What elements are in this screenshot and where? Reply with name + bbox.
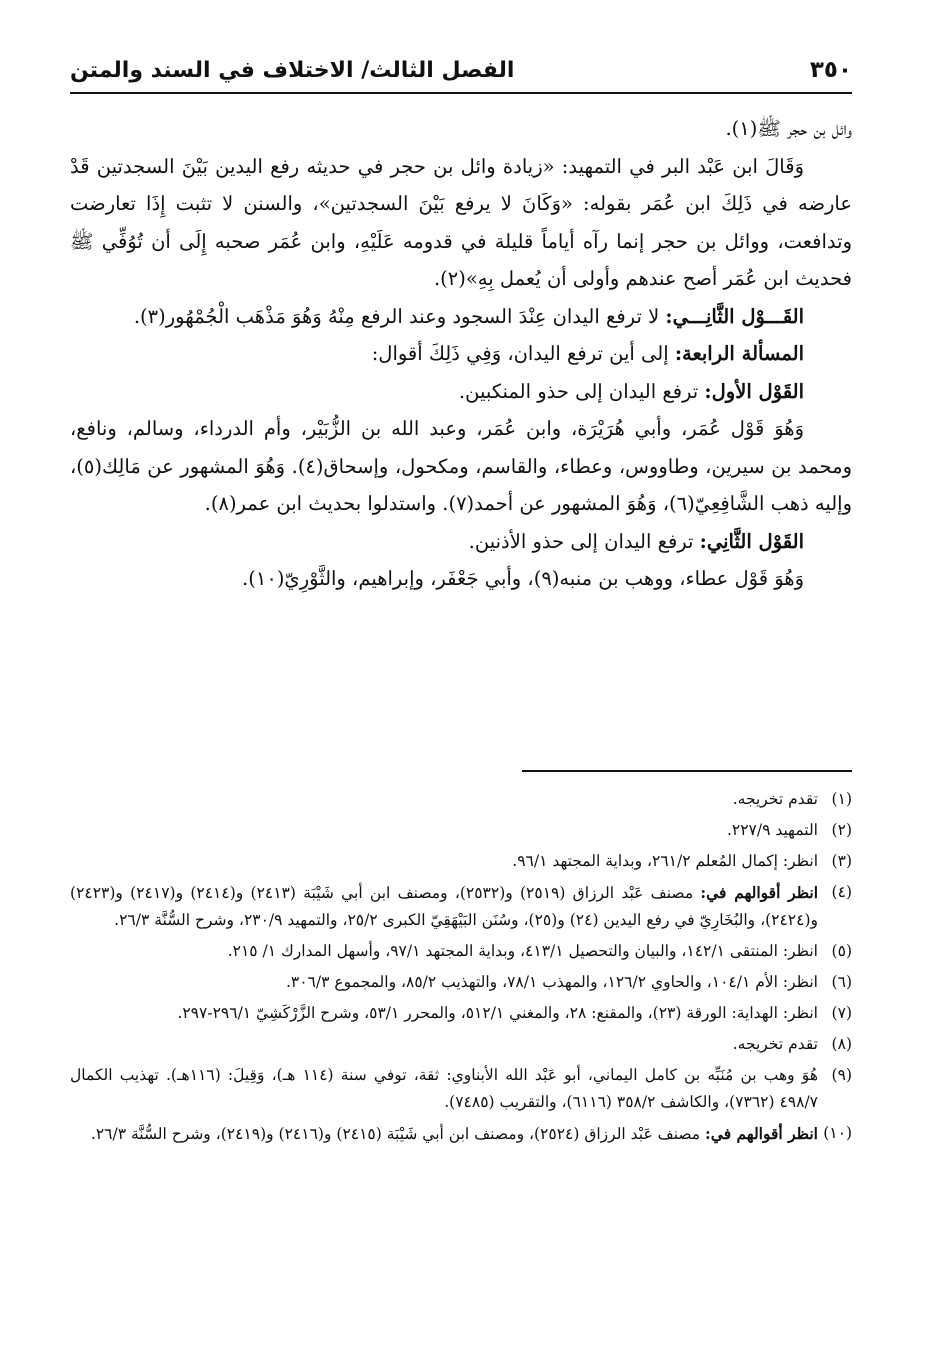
- first-view-label: القَوْل الأول:: [704, 379, 804, 403]
- footnote-label: انظر أقوالهم في:: [700, 883, 819, 902]
- main-text: [70, 110, 852, 598]
- footnote: [70, 879, 852, 934]
- paragraph-ibn-abdulbarr: وَقَالَ ابن عَبْد البر في التمهيد: «زيادة وائل بن حجر في حديثه رفع اليدين بَيْنَ السجدتين قَدْ عارضه في ذَلِكَ ابن عُمَر بقوله: «وَكَانَ لا يرفع بَيْنَ السجدتين»، والسنن لا تثبت إِذَا تعارضت وتدافعت، ووائل بن حجر إنما رآه أياماً قليلة في قدومه عَلَيْهِ، وابن عُمَر صحبه إِلَى أن تُوُفِّي ﷺ فحديث ابن عُمَر أصح عندهم وأولى أن يُعمل بِهِ»(٢).: [70, 154, 852, 290]
- paragraph-first-view: [70, 373, 852, 411]
- page-number: ٣٥٠: [809, 57, 852, 83]
- footnote: [70, 848, 852, 875]
- footnote-number: (٢): [831, 821, 852, 839]
- paragraph-second-opinion: [70, 298, 852, 336]
- second-view-text: ترفع اليدان إلى حذو الأذنين.: [468, 529, 700, 553]
- chapter-title: الفصل الثالث/ الاختلاف في السند والمتن: [70, 57, 515, 83]
- footnote-body: مصنف عَبْد الرزاق (٢٥١٩) و(٢٥٣٢)، ومصنف ابن أبي شَيْبَة (٢٤١٣) و(٢٤١٤) و(٢٤١٧) و(٢٤٢٣) و(٢٤٢٤)، والبُخَارِيّ في رفع اليدين (٢٤) و(٢٥)، وسُنَن البَيْهَقِيّ الكبرى ٢٥/٢، والتمهيد ٢٣٠/٩، وشرح السُّنَّة ٢٦/٣.: [70, 884, 818, 929]
- fourth-issue-text: إلى أين ترفع اليدان، وَفِي ذَلِكَ أقوال:: [371, 342, 675, 365]
- book-page: [70, 48, 852, 1338]
- footnote-body: انظر: الأم ١٠٤/١، والحاوي ١٢٦/٢، والمهذب ٧٨/١، والتهذيب ٨٥/٢، والمجموع ٣٠٦/٣.: [285, 973, 818, 991]
- text-line-continuation: وائل بن حجر ﷺ(١).: [725, 117, 852, 140]
- footnote-text: [70, 938, 818, 965]
- footnote-number: (٦): [831, 973, 852, 991]
- footnote: [70, 969, 852, 996]
- paragraph-fourth-issue: [70, 335, 852, 373]
- footnote: [70, 1000, 852, 1027]
- footnote-body: هُوَ وهب بن مُنَبِّه بن كامل اليماني، أبو عَبْد الله الأبناوي: ثقة، توفي سنة (١١٤ هـ)، وَقِيلَ: (١١٦هـ). تهذيب الكمال ٤٩٨/٧ (٧٣٦٢)، والكاشف ٣٥٨/٢ (٦١١٦)، والتقريب (٧٤٨٥).: [70, 1066, 818, 1111]
- footnote-text: [70, 1062, 818, 1116]
- footnote-divider: [522, 770, 852, 772]
- footnote-text: [70, 1000, 818, 1027]
- footnote: [70, 938, 852, 965]
- footnote-body: التمهيد ٢٢٧/٩.: [726, 821, 818, 839]
- footnote-number: (١٠): [823, 1124, 852, 1142]
- footnote-body: انظر: المنتقى ١٤٢/١، والبيان والتحصيل ٤١٣/١، وبداية المجتهد ٩٧/١، وأسهل المدارك ١/ ٢١٥.: [227, 942, 818, 960]
- footnote-body: مصنف عَبْد الرزاق (٢٥٢٤)، ومصنف ابن أبي شَيْبَة (٢٤١٥) و(٢٤١٦) و(٢٤١٩)، وشرح السُّنَّة ٢٦/٣.: [90, 1125, 706, 1143]
- second-opinion-label: القَـــوْل الثَّانِـــي:: [665, 304, 804, 328]
- footnote-label: انظر أقوالهم في:: [705, 1124, 818, 1143]
- paragraph-second-view: [70, 523, 852, 561]
- footnote-text: [70, 969, 818, 996]
- footnote-text: [70, 848, 818, 875]
- footnote-body: انظر: إكمال المُعلم ٢٦١/٢، وبداية المجتهد ٩٦/١.: [512, 852, 818, 870]
- page-header: [70, 48, 852, 94]
- footnote-text: [70, 1031, 818, 1058]
- footnote: [70, 786, 852, 813]
- first-view-text: ترفع اليدان إلى حذو المنكبين.: [458, 379, 705, 403]
- footnote-number: (٨): [831, 1035, 852, 1053]
- footnote-number: (٤): [831, 883, 852, 901]
- footnote-body: تقدم تخريجه.: [732, 790, 818, 808]
- footnote-text: [70, 786, 818, 813]
- footnote-number: (١): [831, 790, 852, 808]
- footnote-number: (٩): [831, 1066, 852, 1084]
- footnote-number: (٧): [831, 1004, 852, 1022]
- footnote-text: [70, 879, 818, 934]
- footnote-body: انظر: الهداية: الورقة (٢٣)، والمقنع: ٢٨، والمغني ٥١٢/١، والمحرر ٥٣/١، وشرح الزَّرْكَشِيّ ٢٩٦/١-٢٩٧.: [177, 1004, 818, 1022]
- footnotes: [70, 786, 852, 1152]
- second-opinion-text: لا ترفع اليدان عِنْدَ السجود وعند الرفع مِنْهُ وَهُوَ مَذْهَب الْجُمْهُور(٣).: [133, 304, 666, 328]
- footnote: [70, 1062, 852, 1116]
- second-view-label: القَوْل الثَّانِي:: [699, 529, 804, 553]
- paragraph-second-view-detail: وَهُوَ قَوْل عطاء، ووهب بن منبه(٩)، وأبي جَعْفَر، وإبراهيم، والثَّوْرِيّ(١٠).: [242, 567, 804, 590]
- footnote-number: (٥): [831, 942, 852, 960]
- footnote: [70, 817, 852, 844]
- footnote: [70, 1031, 852, 1058]
- footnote-body: تقدم تخريجه.: [732, 1035, 818, 1053]
- footnote-number: (٣): [831, 852, 852, 870]
- fourth-issue-label: المسألة الرابعة:: [674, 342, 804, 365]
- footnote: [70, 1120, 852, 1148]
- paragraph-first-view-detail: وَهُوَ قَوْل عُمَر، وأبي هُرَيْرَة، وابن عُمَر، وعبد الله بن الزُّبَيْر، وأم الدرداء، وسالم، ونافع، ومحمد بن سيرين، وطاووس، وعطاء، والقاسم، ومكحول، وإسحاق(٤). وَهُوَ المشهور عن مَالِك(٥)، وإليه ذهب الشَّافِعِيّ(٦)، وَهُوَ المشهور عن أحمد(٧). واستدلوا بحديث ابن عمر(٨).: [70, 417, 852, 515]
- footnote-text: [70, 817, 818, 844]
- footnote-text: [70, 1120, 818, 1148]
